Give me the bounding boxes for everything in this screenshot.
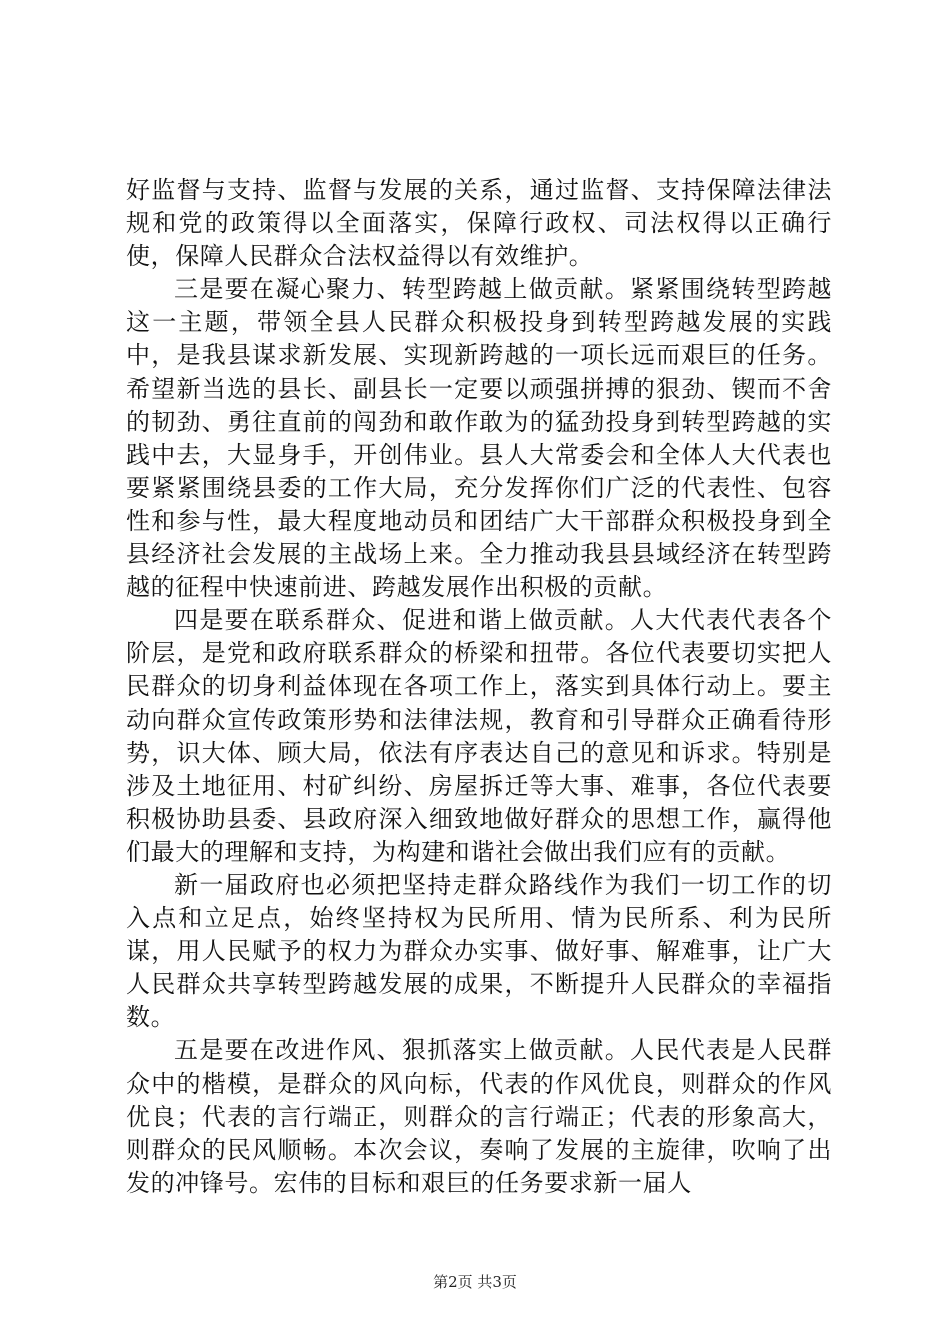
paragraph-continuation: 好监督与支持、监督与发展的关系，通过监督、支持保障法律法规和党的政策得以全面落实，保障行政权、司法权得以正确行使，保障人民群众合法权益得以有效维护。 [126, 176, 832, 271]
paragraph-point-three: 三是要在凝心聚力、转型跨越上做贡献。紧紧围绕转型跨越这一主题，带领全县人民群众积极投身到转型跨越发展的实践中，是我县谋求新发展、实现新跨越的一项长远而艰巨的任务。希望新当选的县长、副县长一定要以顽强拼搏的狠劲、锲而不舍的韧劲、勇往直前的闯劲和敢作敢为的猛劲投身到转型跨越的实践中去，大显身手，开创伟业。县人大常委会和全体人大代表也要紧紧围绕县委的工作大局，充分发挥你们广泛的代表性、包容性和参与性，最大程度地动员和团结广大干部群众积极投身到全县经济社会发展的主战场上来。全力推动我县县域经济在转型跨越的征程中快速前进、跨越发展作出积极的贡献。 [126, 275, 832, 602]
paragraph-point-five: 五是要在改进作风、狠抓落实上做贡献。人民代表是人民群众中的楷模，是群众的风向标，代表的作风优良，则群众的作风优良；代表的言行端正，则群众的言行端正；代表的形象高大，则群众的民风顺畅。本次会议，奏响了发展的主旋律，吹响了出发的冲锋号。宏伟的目标和艰巨的任务要求新一届人 [126, 1036, 832, 1197]
document-body [126, 174, 832, 1200]
page-number-footer: 第2页 共3页 [433, 1273, 517, 1291]
paragraph-new-government: 新一届政府也必须把坚持走群众路线作为我们一切工作的切入点和立足点，始终坚持权为民所用、情为民所系、利为民所谋，用人民赋予的权力为群众办实事、做好事、解难事，让广大人民群众共享转型跨越发展的成果，不断提升人民群众的幸福指数。 [126, 870, 832, 1032]
paragraph-point-four: 四是要在联系群众、促进和谐上做贡献。人大代表代表各个阶层，是党和政府联系群众的桥梁和扭带。各位代表要切实把人民群众的切身利益体现在各项工作上，落实到具体行动上。要主动向群众宣传政策形势和法律法规，教育和引导群众正确看待形势，识大体、顾大局，依法有序表达自己的意见和诉求。特别是涉及土地征用、村矿纠纷、房屋拆迁等大事、难事，各位代表要积极协助县委、县政府深入细致地做好群众的思想工作，赢得他们最大的理解和支持，为构建和谐社会做出我们应有的贡献。 [126, 606, 832, 866]
